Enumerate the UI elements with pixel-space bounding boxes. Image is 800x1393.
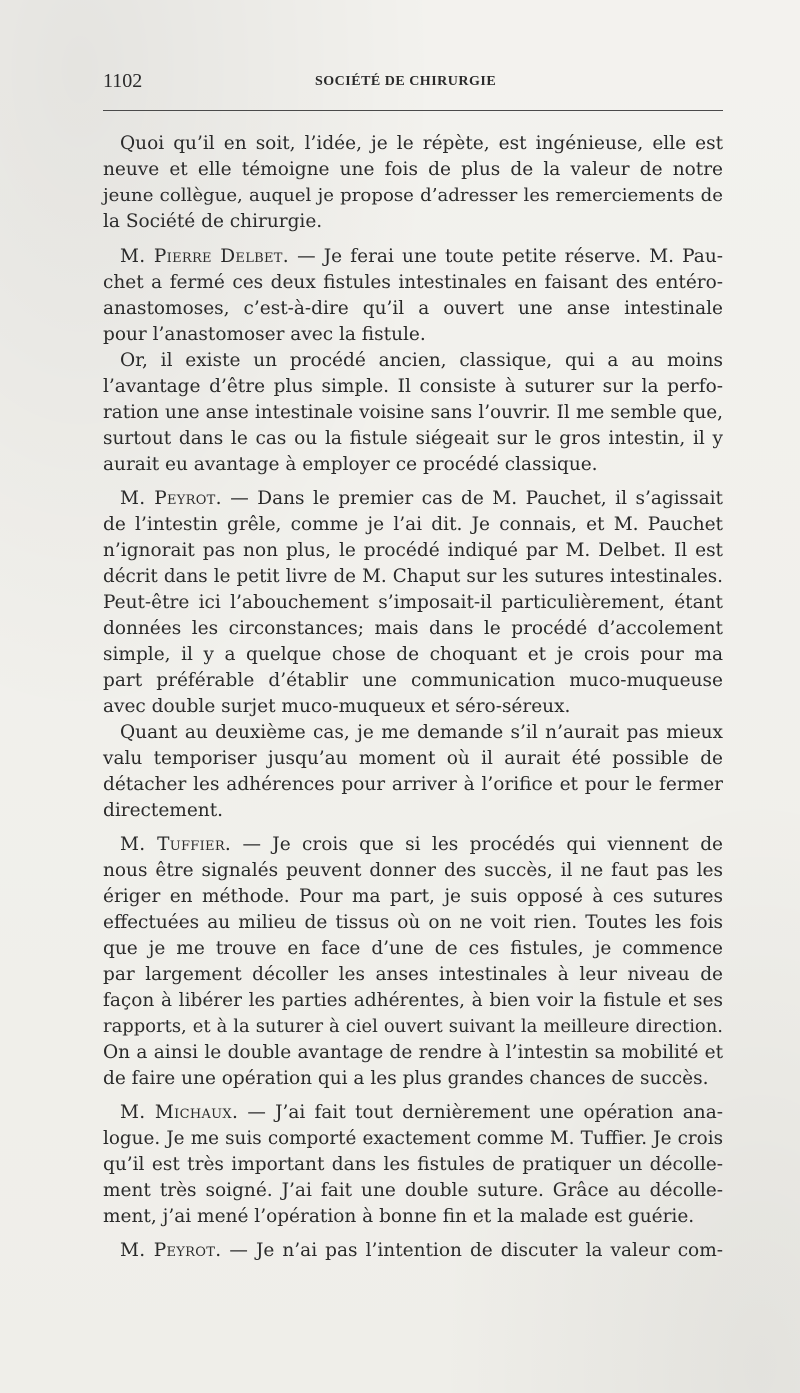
text-line: part préférable d’établir une communication muco-muqueuse: [103, 670, 723, 691]
text-line: pour l’anastomoser avec la fistule.: [103, 324, 426, 345]
text-line: effectuées au milieu de tissus où on ne voit rien. Toutes les fois: [103, 912, 723, 933]
text-line: simple, il y a quelque chose de choquant et je crois pour ma: [103, 644, 723, 665]
speaker-name: M. Pierre Delbet.: [120, 246, 289, 267]
text-line: par largement décoller les anses intestinales à leur niveau de: [103, 964, 723, 985]
text-line: aurait eu avantage à employer ce procédé classique.: [103, 454, 598, 475]
text-line: directement.: [103, 800, 224, 821]
speaker-line: [103, 1100, 723, 1126]
text-line: n’ignorait pas non plus, le procédé indiqué par M. Delbet. Il est: [103, 540, 723, 561]
text-line: chet a fermé ces deux fistules intestinales en faisant des entéro-: [103, 272, 723, 293]
text-line: ment très soigné. J’ai fait une double suture. Grâce au décolle-: [103, 1180, 723, 1201]
text-line: ration une anse intestinale voisine sans l’ouvrir. Il me semble que,: [103, 402, 723, 423]
text-line: que je me trouve en face d’une de ces fistules, je commence: [103, 938, 723, 959]
text-line: de l’intestin grêle, comme je l’ai dit. Je connais, et M. Pauchet: [103, 514, 723, 535]
text-line: rapports, et à la suturer à ciel ouvert suivant la meilleure direction.: [103, 1016, 723, 1037]
text-line: nous être signalés peuvent donner des succès, il ne faut pas les: [103, 860, 723, 881]
text-line: Quant au deuxième cas, je me demande s’il n’aurait pas mieux: [120, 722, 723, 743]
speaker-text: — Je ferai une toute petite réserve. M. Pau-: [288, 246, 723, 267]
text-line: façon à libérer les parties adhérentes, à bien voir la fistule et ses: [103, 990, 723, 1011]
speaker-line: [103, 1238, 723, 1264]
text-line: valu temporiser jusqu’au moment où il aurait été possible de: [103, 748, 723, 769]
text-line: données les circonstances; mais dans le procédé d’accolement: [103, 618, 723, 639]
text-line: surtout dans le cas ou la fistule siégeait sur le gros intestin, il y: [103, 428, 723, 449]
text-line: avec double surjet muco-muqueux et séro-séreux.: [103, 696, 571, 717]
speaker-name: M. Peyrot.: [120, 488, 222, 509]
speaker-name: M. Michaux.: [120, 1102, 239, 1123]
page-header: [103, 70, 723, 96]
text-line: neuve et elle témoigne une fois de plus de la valeur de notre: [103, 159, 723, 180]
running-title: SOCIÉTÉ DE CHIRURGIE: [315, 74, 497, 89]
speaker-line: [103, 832, 723, 858]
text-line: Peut-être ici l’abouchement s’imposait-il particulièrement, étant: [103, 592, 723, 613]
text-line: On a ainsi le double avantage de rendre à l’intestin sa mobilité et: [103, 1042, 723, 1063]
text-line: ment, j’ai mené l’opération à bonne fin et la malade est guérie.: [103, 1206, 695, 1227]
speaker-name: M. Peyrot.: [120, 1240, 222, 1261]
speaker-text: — Dans le premier cas de M. Pauchet, il s’agissait: [221, 488, 723, 509]
text-line: Or, il existe un procédé ancien, classique, qui a au moins: [120, 350, 723, 371]
text-line: anastomoses, c’est-à-dire qu’il a ouvert une anse intestinale: [103, 298, 723, 319]
text-line: jeune collègue, auquel je propose d’adresser les remerciements de: [103, 185, 723, 206]
speaker-line: [103, 244, 723, 270]
text-line: qu’il est très important dans les fistules de pratiquer un décolle-: [103, 1154, 723, 1175]
header-rule: [103, 110, 723, 111]
text-line: ériger en méthode. Pour ma part, je suis opposé à ces sutures: [103, 886, 723, 907]
text-line: de faire une opération qui a les plus grandes chances de succès.: [103, 1068, 709, 1089]
speaker-text: — Je n’ai pas l’intention de discuter la valeur com-: [221, 1240, 723, 1261]
speaker-name: M. Tuffier.: [120, 834, 232, 855]
page-number: 1102: [103, 70, 143, 92]
text-line: logue. Je me suis comporté exactement comme M. Tuffier. Je crois: [103, 1128, 723, 1149]
text-line: Quoi qu’il en soit, l’idée, je le répète, est ingénieuse, elle est: [120, 133, 723, 154]
text-line: l’avantage d’être plus simple. Il consiste à suturer sur la perfo-: [103, 376, 723, 397]
speaker-text: — J’ai fait tout dernièrement une opération ana-: [238, 1102, 723, 1123]
text-line: décrit dans le petit livre de M. Chaput sur les sutures intestinales.: [103, 566, 723, 587]
text-line: détacher les adhérences pour arriver à l’orifice et pour le fermer: [103, 774, 723, 795]
speaker-line: [103, 486, 723, 512]
speaker-text: — Je crois que si les procédés qui viennent de: [231, 834, 723, 855]
text-line: la Société de chirurgie.: [103, 211, 323, 232]
